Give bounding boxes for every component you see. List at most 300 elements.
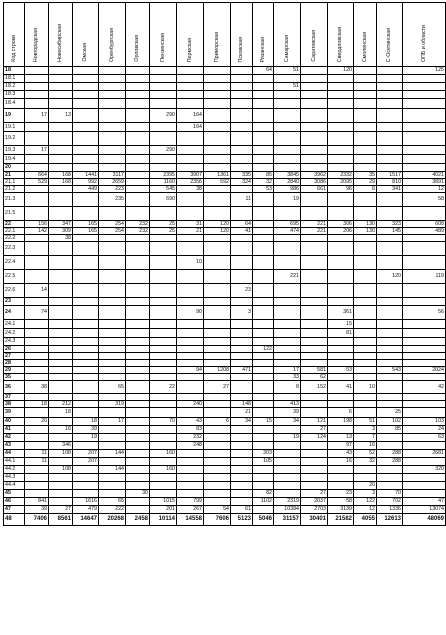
cell-value	[231, 426, 253, 434]
header-region	[204, 3, 231, 67]
cell-value: 11	[25, 450, 49, 458]
cell-value	[204, 353, 231, 360]
cell-value: 27	[301, 490, 328, 498]
cell-value	[126, 374, 150, 381]
cell-value: 19	[73, 434, 99, 442]
cell-value	[99, 474, 126, 482]
cell-value	[73, 242, 99, 256]
cell-value: 12613	[377, 514, 403, 526]
row-code: 44.4	[4, 482, 25, 490]
cell-value	[377, 381, 403, 394]
cell-value: 1616	[73, 498, 99, 506]
cell-value: 17	[274, 367, 301, 374]
cell-value: 52	[354, 450, 377, 458]
cell-value: 81	[328, 329, 354, 338]
cell-value	[377, 207, 403, 221]
cell-value: 23	[231, 284, 253, 298]
cell-value	[204, 306, 231, 320]
cell-value	[354, 123, 377, 132]
cell-value	[150, 408, 177, 418]
cell-value	[177, 458, 204, 466]
row-code: 39	[4, 408, 25, 418]
cell-value	[99, 75, 126, 83]
cell-value: 1160	[150, 179, 177, 186]
row-code: 21.5	[4, 207, 25, 221]
cell-value	[49, 482, 73, 490]
header-label: Псковская	[238, 36, 244, 62]
cell-value	[231, 329, 253, 338]
cell-value	[73, 394, 99, 401]
cell-value	[253, 123, 274, 132]
cell-value	[253, 367, 274, 374]
cell-value	[49, 490, 73, 498]
cell-value	[253, 270, 274, 284]
cell-value	[150, 256, 177, 270]
cell-value	[126, 434, 150, 442]
cell-value	[49, 67, 73, 75]
header-label: Код строки	[10, 35, 17, 62]
cell-value	[49, 418, 73, 426]
cell-value	[231, 256, 253, 270]
cell-value: 198	[328, 418, 354, 426]
cell-value	[177, 474, 204, 482]
cell-value: 449	[73, 186, 99, 193]
cell-value: 21582	[328, 514, 354, 526]
cell-value	[99, 360, 126, 367]
cell-value	[126, 155, 150, 164]
cell-value	[231, 360, 253, 367]
cell-value: 290	[150, 146, 177, 155]
cell-value	[253, 482, 274, 490]
table-row	[4, 490, 446, 498]
cell-value	[328, 146, 354, 155]
cell-value: 592	[204, 179, 231, 186]
cell-value	[126, 482, 150, 490]
cell-value: 346	[49, 442, 73, 450]
cell-value	[253, 442, 274, 450]
cell-value	[377, 146, 403, 155]
cell-value	[253, 474, 274, 482]
cell-value	[99, 298, 126, 306]
cell-value: 61	[231, 506, 253, 514]
cell-value	[126, 132, 150, 146]
row-code: 22	[4, 221, 25, 228]
cell-value	[253, 298, 274, 306]
cell-value	[328, 242, 354, 256]
cell-value	[73, 164, 99, 172]
cell-value	[73, 123, 99, 132]
cell-value	[73, 298, 99, 306]
cell-value: 20	[25, 418, 49, 426]
cell-value	[377, 474, 403, 482]
cell-value	[301, 155, 328, 164]
cell-value	[126, 320, 150, 329]
cell-value	[354, 306, 377, 320]
cell-value	[403, 353, 446, 360]
cell-value	[25, 346, 49, 353]
cell-value: 6	[354, 186, 377, 193]
cell-value	[99, 207, 126, 221]
cell-value: 51	[274, 83, 301, 91]
table-row	[4, 408, 446, 418]
cell-value	[177, 75, 204, 83]
cell-value	[328, 99, 354, 109]
header-region	[274, 3, 301, 67]
cell-value	[204, 132, 231, 146]
cell-value	[231, 146, 253, 155]
cell-value	[354, 353, 377, 360]
cell-value: 97	[328, 442, 354, 450]
cell-value	[328, 466, 354, 474]
cell-value	[126, 75, 150, 83]
cell-value: 30401	[301, 514, 328, 526]
cell-value	[274, 99, 301, 109]
row-code: 47	[4, 506, 25, 514]
cell-value	[126, 394, 150, 401]
cell-value: 319	[99, 401, 126, 408]
cell-value	[377, 242, 403, 256]
cell-value	[99, 374, 126, 381]
cell-value	[403, 474, 446, 482]
cell-value: 42	[403, 381, 446, 394]
cell-value	[403, 235, 446, 242]
cell-value	[49, 99, 73, 109]
cell-value	[377, 442, 403, 450]
cell-value	[354, 320, 377, 329]
cell-value	[377, 235, 403, 242]
cell-value	[25, 360, 49, 367]
cell-value	[150, 374, 177, 381]
cell-value	[301, 109, 328, 123]
cell-value	[403, 146, 446, 155]
cell-value: 1361	[204, 172, 231, 179]
cell-value: 1102	[253, 498, 274, 506]
cell-value	[25, 426, 49, 434]
table-row	[4, 172, 446, 179]
cell-value	[99, 408, 126, 418]
cell-value	[150, 434, 177, 442]
cell-value	[150, 474, 177, 482]
row-code: 21.1	[4, 179, 25, 186]
cell-value: 63	[403, 434, 446, 442]
cell-value	[177, 99, 204, 109]
cell-value: 3845	[274, 172, 301, 179]
row-code: 19.2	[4, 132, 25, 146]
cell-value: 94	[177, 367, 204, 374]
cell-value	[177, 242, 204, 256]
statistics-sheet	[3, 2, 444, 632]
cell-value	[25, 75, 49, 83]
table-row	[4, 374, 446, 381]
cell-value	[177, 320, 204, 329]
cell-value	[354, 360, 377, 367]
table-row	[4, 434, 446, 442]
cell-value	[99, 338, 126, 346]
header-label: ОПБ и области	[420, 24, 427, 62]
cell-value	[150, 132, 177, 146]
cell-value	[204, 75, 231, 83]
cell-value	[126, 284, 150, 298]
cell-value: 152	[301, 381, 328, 394]
cell-value	[301, 164, 328, 172]
cell-value	[177, 408, 204, 418]
row-code: 22.2	[4, 235, 25, 242]
cell-value	[204, 442, 231, 450]
table-row	[4, 458, 446, 466]
cell-value	[328, 270, 354, 284]
cell-value	[126, 242, 150, 256]
cell-value	[253, 91, 274, 99]
cell-value	[73, 306, 99, 320]
cell-value	[177, 381, 204, 394]
header-label: Омская	[82, 43, 88, 62]
cell-value	[150, 458, 177, 466]
cell-value	[99, 91, 126, 99]
cell-value	[253, 360, 274, 367]
cell-value	[231, 374, 253, 381]
cell-value	[49, 434, 73, 442]
cell-value	[403, 442, 446, 450]
table-row	[4, 256, 446, 270]
cell-value	[150, 99, 177, 109]
cell-value: 223	[99, 186, 126, 193]
cell-value	[73, 256, 99, 270]
cell-value: 2037	[301, 498, 328, 506]
cell-value	[126, 179, 150, 186]
cell-value	[73, 442, 99, 450]
cell-value	[231, 132, 253, 146]
cell-value	[377, 298, 403, 306]
cell-value	[126, 256, 150, 270]
cell-value	[274, 298, 301, 306]
cell-value: 15	[328, 320, 354, 329]
cell-value	[301, 401, 328, 408]
cell-value	[204, 482, 231, 490]
cell-value	[150, 91, 177, 99]
cell-value	[301, 329, 328, 338]
cell-value: 16	[328, 458, 354, 466]
row-code: 35	[4, 374, 25, 381]
cell-value: 290	[150, 109, 177, 123]
cell-value	[301, 284, 328, 298]
cell-value	[99, 367, 126, 374]
row-code: 19	[4, 109, 25, 123]
cell-value	[377, 91, 403, 99]
cell-value	[126, 408, 150, 418]
cell-value	[49, 207, 73, 221]
cell-value	[253, 235, 274, 242]
cell-value	[49, 306, 73, 320]
cell-value	[73, 474, 99, 482]
cell-value	[354, 474, 377, 482]
cell-value	[354, 164, 377, 172]
cell-value	[204, 67, 231, 75]
cell-value: 38	[49, 235, 73, 242]
row-code: 26	[4, 346, 25, 353]
cell-value	[204, 374, 231, 381]
table-row	[4, 401, 446, 408]
cell-value: 144	[99, 450, 126, 458]
cell-value	[274, 329, 301, 338]
cell-value: 5123	[231, 514, 253, 526]
row-code: 22.5	[4, 270, 25, 284]
cell-value	[354, 67, 377, 75]
cell-value	[328, 132, 354, 146]
cell-value: 19	[274, 193, 301, 207]
cell-value: 58	[328, 498, 354, 506]
cell-value	[126, 91, 150, 99]
cell-value: 10	[354, 381, 377, 394]
table-row	[4, 242, 446, 256]
cell-value	[126, 186, 150, 193]
cell-value	[204, 320, 231, 329]
cell-value: 142	[25, 228, 49, 235]
cell-value	[126, 498, 150, 506]
cell-value: 16	[354, 442, 377, 450]
cell-value	[73, 67, 99, 75]
cell-value	[49, 474, 73, 482]
cell-value: 96	[328, 186, 354, 193]
cell-value: 1336	[377, 506, 403, 514]
cell-value	[274, 450, 301, 458]
cell-value	[328, 83, 354, 91]
cell-value	[328, 123, 354, 132]
cell-value	[231, 83, 253, 91]
cell-value	[204, 450, 231, 458]
cell-value	[25, 320, 49, 329]
cell-value	[150, 338, 177, 346]
cell-value	[25, 164, 49, 172]
cell-value	[354, 155, 377, 164]
cell-value: 39	[274, 408, 301, 418]
row-code: 22.1	[4, 228, 25, 235]
cell-value: 14	[25, 284, 49, 298]
cell-value	[354, 193, 377, 207]
cell-value	[328, 338, 354, 346]
row-code: 28	[4, 360, 25, 367]
cell-value	[253, 109, 274, 123]
cell-value	[377, 346, 403, 353]
cell-value	[253, 394, 274, 401]
cell-value	[274, 442, 301, 450]
cell-value	[253, 242, 274, 256]
cell-value	[73, 367, 99, 374]
cell-value: 3962	[301, 172, 328, 179]
cell-value	[126, 207, 150, 221]
cell-value	[99, 458, 126, 466]
cell-value	[177, 394, 204, 401]
cell-value	[328, 346, 354, 353]
cell-value	[377, 99, 403, 109]
cell-value	[204, 284, 231, 298]
row-code: 22.4	[4, 256, 25, 270]
cell-value	[354, 408, 377, 418]
cell-value	[99, 155, 126, 164]
cell-value	[231, 75, 253, 83]
cell-value	[99, 109, 126, 123]
cell-value: 306	[328, 221, 354, 228]
cell-value	[177, 235, 204, 242]
cell-value: 168	[49, 179, 73, 186]
cell-value: 18	[25, 401, 49, 408]
cell-value: 335	[231, 172, 253, 179]
cell-value	[25, 123, 49, 132]
cell-value	[301, 394, 328, 401]
cell-value	[126, 306, 150, 320]
cell-value	[49, 284, 73, 298]
cell-value	[403, 329, 446, 338]
cell-value	[274, 242, 301, 256]
cell-value	[126, 172, 150, 179]
cell-value	[231, 270, 253, 284]
cell-value	[301, 83, 328, 91]
cell-value	[403, 123, 446, 132]
cell-value	[49, 242, 73, 256]
table-row	[4, 381, 446, 394]
cell-value: 288	[377, 458, 403, 466]
cell-value	[49, 91, 73, 99]
cell-value	[274, 320, 301, 329]
cell-value: 212	[49, 401, 73, 408]
cell-value	[354, 109, 377, 123]
header-region	[73, 3, 99, 67]
cell-value	[99, 146, 126, 155]
cell-value: 6	[328, 408, 354, 418]
row-code: 29	[4, 367, 25, 374]
cell-value	[126, 466, 150, 474]
cell-value	[73, 155, 99, 164]
cell-value	[150, 298, 177, 306]
row-code: 44.3	[4, 474, 25, 482]
cell-value	[231, 338, 253, 346]
row-code: 41	[4, 426, 25, 434]
cell-value	[49, 381, 73, 394]
table-row	[4, 306, 446, 320]
cell-value: 221	[301, 221, 328, 228]
cell-value	[204, 242, 231, 256]
cell-value	[204, 164, 231, 172]
cell-value: 8561	[49, 514, 73, 526]
cell-value: 18	[49, 408, 73, 418]
cell-value: 324	[231, 179, 253, 186]
cell-value	[354, 466, 377, 474]
cell-value	[354, 207, 377, 221]
cell-value: 51	[274, 67, 301, 75]
cell-value	[204, 146, 231, 155]
cell-value	[177, 91, 204, 99]
cell-value: 17	[25, 146, 49, 155]
cell-value	[328, 374, 354, 381]
cell-value	[150, 353, 177, 360]
cell-value	[354, 99, 377, 109]
cell-value: 489	[403, 228, 446, 235]
cell-value	[126, 164, 150, 172]
cell-value: 3	[231, 306, 253, 320]
cell-value	[377, 482, 403, 490]
cell-value	[354, 91, 377, 99]
cell-value	[403, 490, 446, 498]
cell-value	[377, 75, 403, 83]
cell-value	[25, 193, 49, 207]
cell-value	[274, 284, 301, 298]
cell-value	[73, 270, 99, 284]
cell-value	[73, 83, 99, 91]
cell-value	[25, 270, 49, 284]
cell-value	[126, 442, 150, 450]
cell-value	[25, 329, 49, 338]
cell-value	[49, 374, 73, 381]
cell-value	[274, 360, 301, 367]
